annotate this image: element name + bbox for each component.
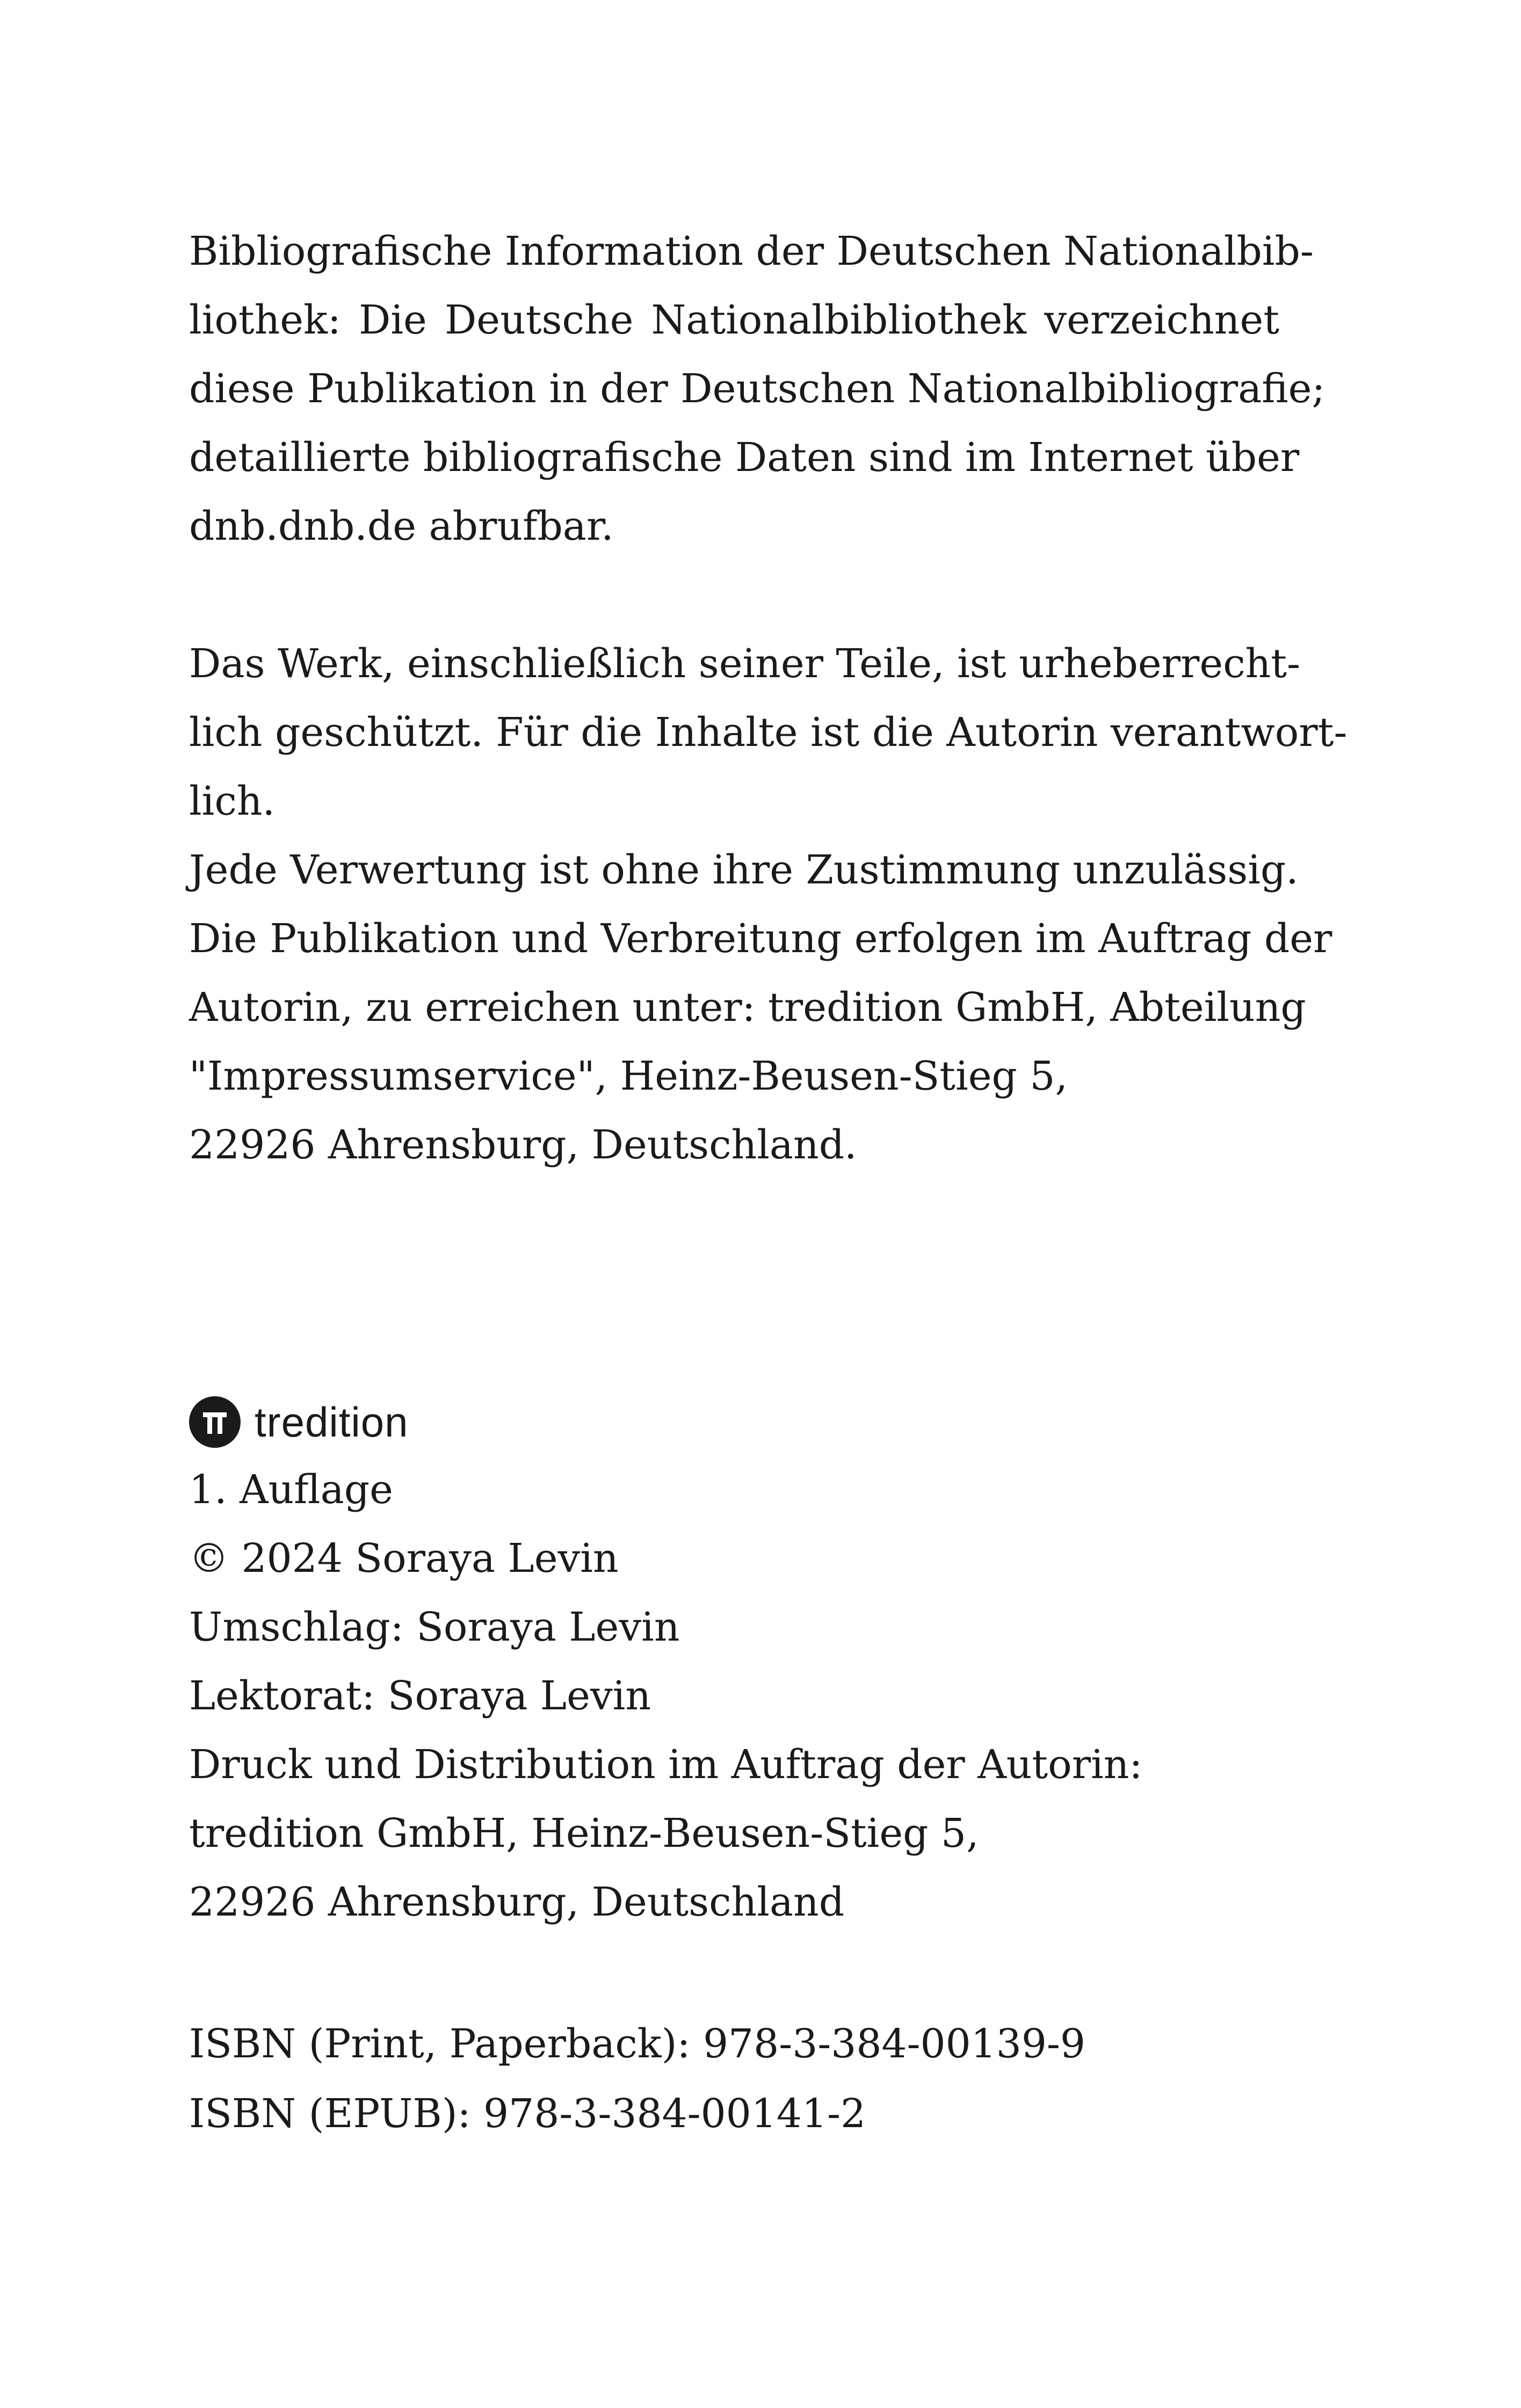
- copyright-notice-line: Autorin, zu erreichen unter: tredition GmbH, Abteilung: [189, 984, 1306, 1031]
- publisher-address: tredition GmbH, Heinz-Beusen-Stieg 5,: [189, 1810, 979, 1856]
- isbn-epub: ISBN (EPUB): 978-3-384-00141-2: [189, 2091, 866, 2137]
- copyright-notice-line: Jede Verwertung ist ohne ihre Zustimmung unzulässig.: [189, 847, 1299, 893]
- copyright-notice-line: Die Publikation und Verbreitung erfolgen im Auftrag der: [189, 916, 1332, 962]
- publisher-logo: [189, 1395, 409, 1449]
- dnb-notice-line: Bibliografische Information der Deutschen Nationalbib-: [189, 228, 1314, 274]
- copyright-notice-line: 22926 Ahrensburg, Deutschland.: [189, 1122, 857, 1168]
- tredition-logo-icon: [189, 1396, 241, 1448]
- isbn-print: ISBN (Print, Paperback): 978-3-384-00139-9: [189, 2021, 1086, 2067]
- distribution-line: Druck und Distribution im Auftrag der Autorin:: [189, 1742, 1143, 1788]
- copyright-notice-line: lich geschützt. Für die Inhalte ist die Autorin verantwort-: [189, 709, 1348, 756]
- dnb-notice-line: liothek: Die Deutsche Nationalbibliothek verzeichnet: [189, 297, 1279, 343]
- cover-credit: Umschlag: Soraya Levin: [189, 1604, 680, 1650]
- copyright-line: © 2024 Soraya Levin: [189, 1535, 619, 1582]
- dnb-notice-line: dnb.dnb.de abrufbar.: [189, 503, 614, 549]
- publisher-logo-text: tredition: [255, 1398, 409, 1446]
- copyright-notice-line: lich.: [189, 778, 275, 824]
- publisher-city: 22926 Ahrensburg, Deutschland: [189, 1879, 845, 1925]
- editing-credit: Lektorat: Soraya Levin: [189, 1673, 651, 1719]
- copyright-notice-line: Das Werk, einschließlich seiner Teile, ist urheberrecht-: [189, 641, 1301, 687]
- edition: 1. Auflage: [189, 1467, 393, 1513]
- copyright-notice-line: "Impressumservice", Heinz-Beusen-Stieg 5,: [189, 1053, 1068, 1099]
- dnb-notice-line: detaillierte bibliografische Daten sind im Internet über: [189, 434, 1300, 481]
- dnb-notice-line: diese Publikation in der Deutschen Nationalbibliografie;: [189, 366, 1326, 412]
